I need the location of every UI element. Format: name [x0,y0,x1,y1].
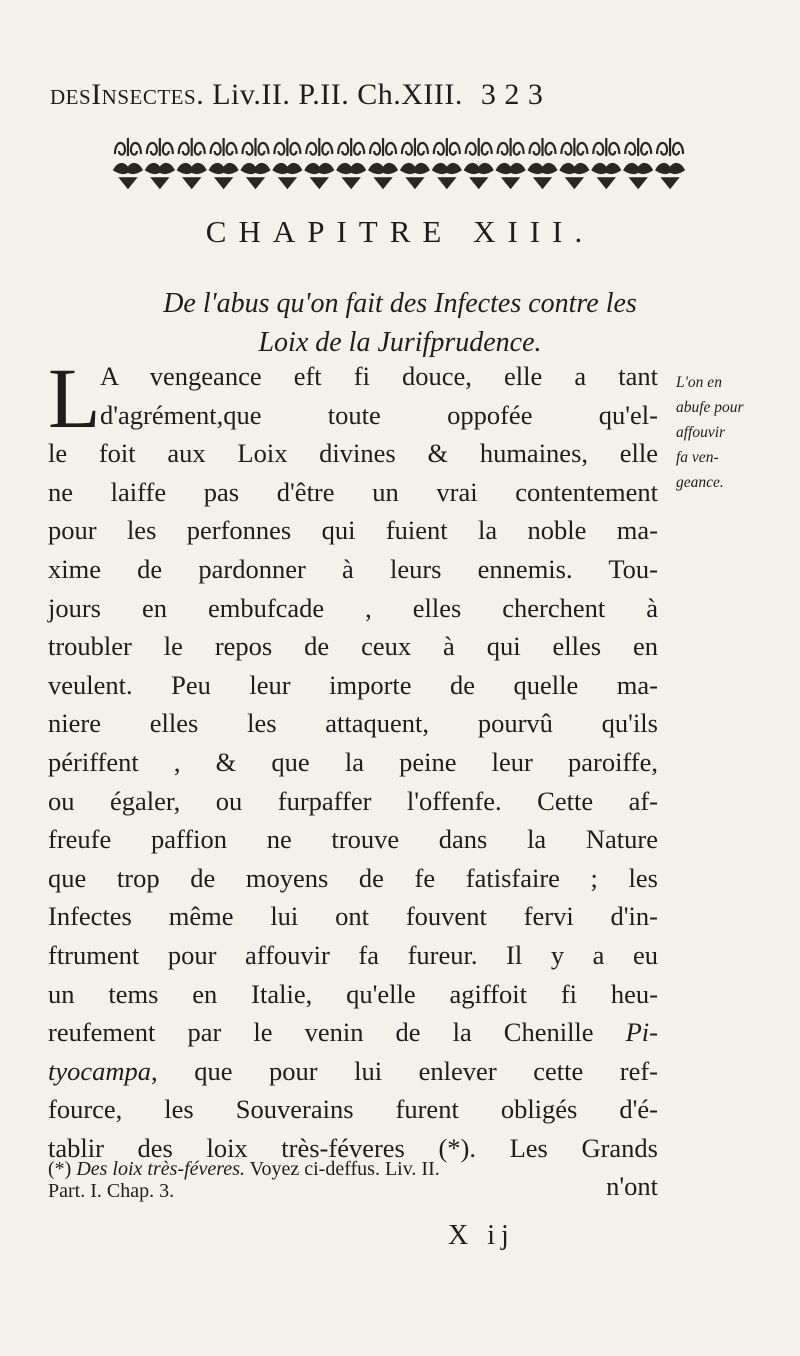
text-line [48,1052,658,1091]
text-line: ne laiffe pas d'être un vrai contentement [48,476,658,507]
text-line: périffent , & que la peine leur paroiffe, [48,746,658,777]
text-line-rest: , que pour lui enlever cette ref- [151,1055,658,1086]
text-line: pour les perfonnes qui fuient la noble ma- [48,515,658,546]
footnote-line-1 [48,1158,668,1180]
signature-mark: X ij [448,1220,515,1251]
running-head-title: Insectes. [91,78,205,111]
text-line: ou égaler, ou furpaffer l'offenfe. Cette af- [48,785,658,816]
text-line: le foit aux Loix divines & humaines, elle [48,438,658,469]
footnote-mark: (*) [48,1158,72,1180]
text-line: jours en embufcade , elles cherchent à [48,592,658,623]
chapter-subtitle [0,284,800,362]
running-head-reference: Liv.II. P.II. Ch.XIII. [212,78,463,111]
marginal-line: L'on en [676,374,722,391]
text-line: freufe paffion ne trouve dans la Nature [48,824,658,855]
marginal-line: affouvir [676,424,726,441]
text-line: xime de pardonner à leurs ennemis. Tou- [48,553,658,584]
text-line: niere elles les attaquent, pourvû qu'ils [48,708,658,739]
text-line: Infectes même lui ont fouvent fervi d'in- [48,901,658,932]
text-line: un tems en Italie, qu'elle agiffoit fi heu- [48,978,658,1009]
marginal-line: fa ven- [676,449,719,466]
text-line: A vengeance eft fi douce, elle a tant [100,361,658,391]
subtitle-line-2: Loix de la Jurifprudence. [258,327,542,358]
marginal-note [676,370,796,495]
running-head-prefix: des [50,78,92,111]
text-line: d'agrément,que toute oppofée qu'el- [100,399,658,430]
body-paragraph [48,350,658,1206]
marginal-line: geance. [676,474,724,491]
footnote [48,1158,668,1202]
footnote-text: Voyez ci-deffus. Liv. II. [244,1158,440,1180]
running-head [50,78,770,112]
text-line [48,1013,658,1052]
text-line: fource, les Souverains furent obligés d'é- [48,1094,658,1125]
text-line: ftrument pour affouvir fa fureur. Il y a eu [48,939,658,970]
footnote-title: Des loix très-féveres. [76,1158,245,1180]
text-line: que trop de moyens de fe fatisfaire ; les [48,862,658,893]
text-line: tablir des loix très-féveres (*). Les Grands [48,1132,658,1163]
marginal-line: abufe pour [676,399,744,416]
drop-cap: L [48,350,101,446]
fleuron-band-icon [112,132,686,194]
chapter-title: CHAPITRE XIII. [205,214,595,249]
page-number: 3 2 3 [480,78,544,111]
footnote-line-2: Part. I. Chap. 3. [48,1180,175,1202]
text-line: veulent. Peu leur importe de quelle ma- [48,669,658,700]
catchword: n'ont [606,1171,658,1202]
text-line-start: reufement par le venin de la Chenille [48,1017,626,1048]
italic-word: tyocampa [48,1055,152,1086]
italic-word: Pi- [625,1017,658,1048]
subtitle-line-1: De l'abus qu'on fait des Infectes contre les [163,288,637,319]
text-line: troubler le repos de ceux à qui elles en [48,631,658,662]
